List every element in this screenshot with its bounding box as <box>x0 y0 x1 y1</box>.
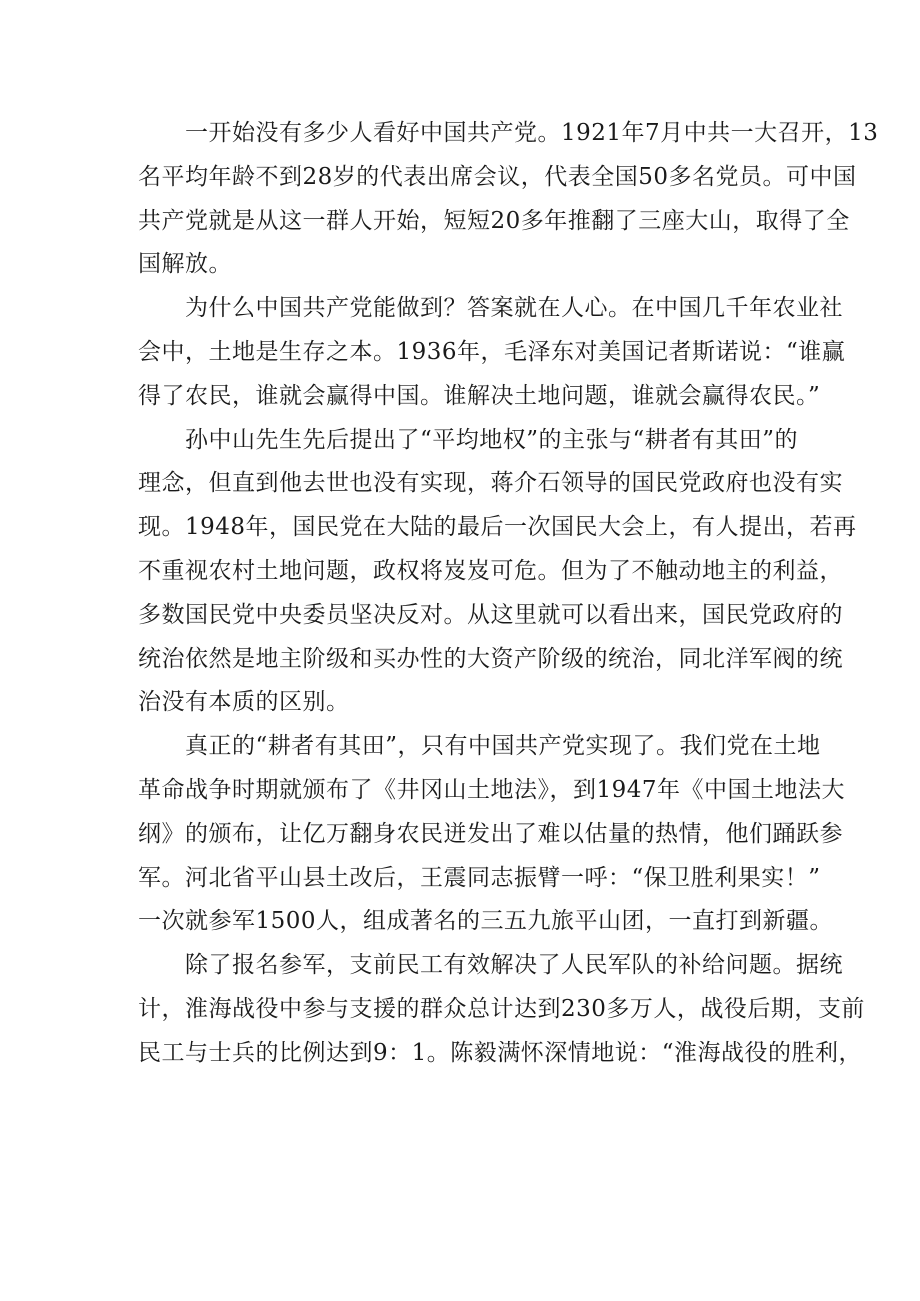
text-line: 纲》的颁布，让亿万翻身农民迸发出了难以估量的热情，他们踊跃参 <box>138 820 843 847</box>
paragraph-2 <box>138 287 846 418</box>
text-line: 一次就参军1500人，组成著名的三五九旅平山团，一直打到新疆。 <box>138 908 834 935</box>
text-line: 名平均年龄不到28岁的代表出席会议，代表全国50多名党员。可中国 <box>138 163 857 190</box>
text-line: 真正的“耕者有其田”，只有中国共产党实现了。我们党在土地 <box>185 733 821 760</box>
text-line: 理念，但直到他去世也没有实现，蒋介石领导的国民党政府也没有实 <box>138 470 843 497</box>
text-line: 革命战争时期就颁布了《井冈山土地法》，到1947年《中国土地法大 <box>138 776 846 803</box>
text-line: 除了报名参军，支前民工有效解决了人民军队的补给问题。据统 <box>185 952 843 979</box>
text-line: 会中，土地是生存之本。1936年，毛泽东对美国记者斯诺说：“谁赢 <box>138 338 846 365</box>
text-line: 统治依然是地主阶级和买办性的大资产阶级的统治，同北洋军阀的统 <box>138 645 843 672</box>
text-line: 国解放。 <box>138 251 232 278</box>
text-line: 治没有本质的区别。 <box>138 689 350 716</box>
text-line: 一开始没有多少人看好中国共产党。1921年7月中共一大召开，13 <box>185 120 879 146</box>
text-line: 为什么中国共产党能做到？答案就在人心。在中国几千年农业社 <box>185 295 843 322</box>
text-line: 多数国民党中央委员坚决反对。从这里就可以看出来，国民党政府的 <box>138 601 843 628</box>
document-body <box>138 112 879 1076</box>
text-line: 现。1948年，国民党在大陆的最后一次国民大会上，有人提出，若再 <box>138 514 857 541</box>
text-line: 孙中山先生先后提出了“平均地权”的主张与“耕者有其田”的 <box>185 426 799 453</box>
paragraph-5 <box>138 944 865 1075</box>
text-line: 军。河北省平山县土改后，王震同志振臂一呼：“保卫胜利果实！” <box>138 864 821 891</box>
text-line: 民工与士兵的比例达到9：1。陈毅满怀深情地说：“淮海战役的胜利， <box>138 1039 863 1066</box>
paragraph-4 <box>138 725 846 944</box>
paragraph-1 <box>138 112 879 287</box>
paragraph-3 <box>138 419 857 726</box>
text-line: 共产党就是从这一群人开始，短短20多年推翻了三座大山，取得了全 <box>138 207 850 234</box>
text-line: 得了农民，谁就会赢得中国。谁解决土地问题，谁就会赢得农民。” <box>138 382 821 409</box>
text-line: 不重视农村土地问题，政权将岌岌可危。但为了不触动地主的利益， <box>138 557 843 584</box>
text-line: 计，淮海战役中参与支援的群众总计达到230多万人，战役后期，支前 <box>138 995 865 1022</box>
